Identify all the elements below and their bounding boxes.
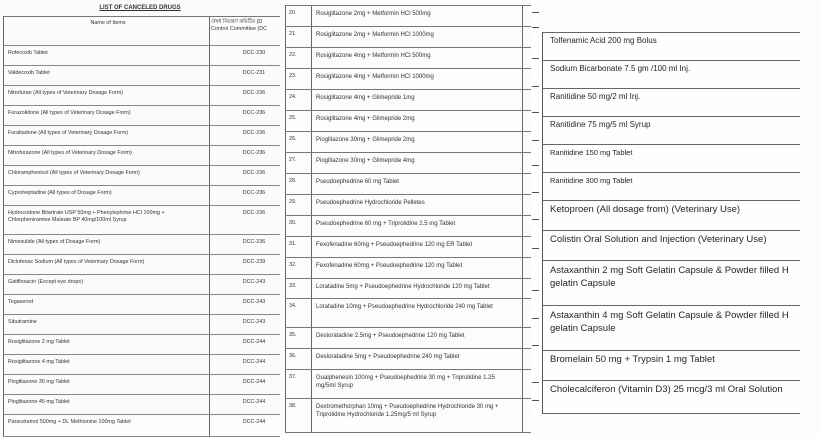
table-header-row — [3, 17, 280, 46]
item-name: Ranitidine 75 mg/5 ml Syrup — [550, 120, 651, 129]
document-page-2 — [280, 0, 532, 420]
table-row — [285, 370, 531, 399]
item-name: Rosiglitazone 4mg + Glimepride 1mg — [316, 95, 415, 101]
row-number: 37. — [289, 374, 297, 380]
dcc-code: DCC-236 — [242, 110, 266, 116]
dcc-code: DCC-244 — [242, 419, 266, 425]
row-number: 38. — [289, 403, 297, 409]
dcc-code: DCC-230 — [242, 50, 266, 56]
table-row — [542, 89, 800, 117]
margin-tick — [532, 86, 539, 87]
item-name: Loratadine 10mg + Pseudoephedrine Hydrochloride 240 mg Tablet — [316, 304, 493, 310]
table-row — [285, 216, 531, 237]
item-name: Rosiglitazone 4mg + Metformin HCl 1000mg — [316, 74, 434, 80]
item-name: Loratadine 5mg + Pseudoephedrine Hydrochloride 120 mg Tablet — [316, 284, 490, 290]
item-name: Dextromethorphan 10mg + Pseudoephedrine Hydrochloride 30 mg + Triprolidine Hydrochloride 1.25mg/5 ml Syrup — [316, 404, 499, 418]
table-row — [3, 415, 280, 437]
table-row — [3, 146, 280, 166]
table-row — [542, 33, 800, 61]
dcc-code: DCC-236 — [242, 210, 266, 216]
margin-tick — [532, 165, 539, 166]
table-row — [285, 299, 531, 328]
table-row — [285, 6, 531, 27]
item-name: Rofecoxib Tablet — [8, 50, 48, 56]
margin-tick — [532, 192, 539, 193]
item-name: Tegaserod — [8, 299, 34, 305]
item-name: Rosiglitazone 4mg + Glimepride 2mg — [316, 116, 415, 122]
item-name: Gatifloxacin (Except eye drops) — [8, 279, 83, 285]
item-name: Ranitidine 150 mg Tablet — [550, 148, 633, 157]
item-name: Pioglitazone 30mg + Glimepride 4mg — [316, 158, 415, 164]
item-name: Rosiglitazone 2mg + Metformin HCl 1000mg — [316, 32, 434, 38]
item-name: Pseudoephedrine 60 mg + Triprolidine 2.5 mg Tablet — [316, 221, 456, 227]
item-name: Fexofenadine 60mg + Pseudoephedrine 120 mg Tablet — [316, 263, 463, 269]
item-name: Colistin Oral Solution and Injection (Veterinary Use) — [550, 234, 767, 245]
dcc-code: DCC-236 — [242, 150, 266, 156]
item-name: Pioglitazone 45 mg Tablet — [8, 399, 70, 405]
table-row — [3, 315, 280, 335]
table-row — [285, 195, 531, 216]
table-row — [285, 90, 531, 111]
margin-tick — [532, 248, 539, 249]
dcc-code: DCC-243 — [242, 299, 266, 305]
table-row — [3, 295, 280, 315]
item-name: Furazolidone (All types of Veterinary Dosage Form) — [8, 110, 131, 116]
margin-tick — [532, 400, 539, 401]
dcc-code: DCC-243 — [242, 279, 266, 285]
item-name: Cholecalciferon (Vitamin D3) 25 mcg/3 ml Oral Solution — [550, 384, 783, 395]
row-number: 32. — [289, 262, 297, 268]
table-row — [285, 69, 531, 90]
margin-tick — [532, 140, 539, 141]
item-name: Paracetamol 500mg + DL Methionine 100mg Tablet — [8, 419, 131, 425]
table-row — [3, 66, 280, 86]
row-number: 24. — [289, 94, 297, 100]
row-number: 29. — [289, 199, 297, 205]
table-row — [285, 48, 531, 69]
dcc-code: DCC-244 — [242, 339, 266, 345]
row-number: 36. — [289, 353, 297, 359]
table-row — [542, 306, 800, 351]
dcc-code: DCC-236 — [242, 190, 266, 196]
table-row — [542, 261, 800, 306]
item-name: Cyproheptadine (All types of Dosage Form) — [8, 190, 112, 196]
table-row — [285, 174, 531, 195]
margin-tick — [532, 219, 539, 220]
header-english-text: Control Committee (DC — [211, 26, 268, 32]
item-name: Sibutramine — [8, 319, 37, 325]
item-name: Nitrofuran (All types of Veterinary Dosage Form) — [8, 90, 124, 96]
row-number: 28. — [289, 178, 297, 184]
table-row — [285, 132, 531, 153]
item-name: Bromelain 50 mg + Trypsin 1 mg Tablet — [550, 354, 715, 365]
margin-tick — [532, 112, 539, 113]
dcc-code: DCC-231 — [242, 70, 266, 76]
canceled-drugs-table-3 — [542, 32, 800, 414]
table-row — [3, 395, 280, 415]
dcc-code: DCC-243 — [242, 319, 266, 325]
row-number: 34. — [289, 303, 297, 309]
row-number: 35. — [289, 332, 297, 338]
margin-tick — [532, 27, 539, 28]
table-row — [542, 351, 800, 381]
margin-tick — [532, 12, 539, 13]
row-number: 33. — [289, 283, 297, 289]
document-page-3 — [532, 0, 800, 420]
row-number: 23. — [289, 73, 297, 79]
margin-tick — [532, 58, 539, 59]
table-row — [3, 375, 280, 395]
item-name: Ranitidine 300 mg Tablet — [550, 176, 633, 185]
table-row — [3, 106, 280, 126]
item-name: Rosiglitazone 2mg + Metformin HCl 500mg — [316, 11, 431, 17]
row-number: 20. — [289, 10, 297, 16]
table-row — [285, 349, 531, 370]
table-row — [285, 27, 531, 48]
canceled-drugs-table-1 — [3, 16, 280, 437]
dcc-code: DCC-244 — [242, 399, 266, 405]
canceled-drugs-table-2 — [285, 5, 531, 433]
row-number: 22. — [289, 52, 297, 58]
row-number: 26. — [289, 136, 297, 142]
item-name: Hydrocodone Bitartrate USP 50mg + Phenylephrine HCl 100mg + Chlorpheniramine Maleate BP 40mg/100ml Syrup — [8, 210, 165, 223]
dcc-code: DCC-236 — [242, 239, 266, 245]
table-row — [285, 237, 531, 258]
row-number: 27. — [289, 157, 297, 163]
item-name: Nitrofurazone (All types of Veterinary Dosage Form) — [8, 150, 132, 156]
dcc-code: DCC-239 — [242, 259, 266, 265]
dcc-code: DCC-236 — [242, 90, 266, 96]
table-row — [542, 231, 800, 261]
dcc-code: DCC-244 — [242, 359, 266, 365]
table-row — [285, 153, 531, 174]
dcc-code: DCC-244 — [242, 379, 266, 385]
item-name: Nimesulide (All types of Dosage Form) — [8, 239, 101, 245]
table-row — [285, 258, 531, 279]
document-title: LIST OF CANCELED DRUGS — [99, 5, 181, 11]
item-name: Rosiglitazone 4 mg Tablet — [8, 359, 70, 365]
table-row — [3, 335, 280, 355]
table-row — [3, 255, 280, 275]
table-row — [3, 275, 280, 295]
item-name: Rosiglitazone 2 mg Tablet — [8, 339, 70, 345]
table-row — [3, 235, 280, 255]
item-name: Chloramphenicol (All types of Veterinary Dosage Form) — [8, 170, 140, 176]
document-page-1 — [0, 0, 280, 425]
item-name: Ranitidine 50 mg/2 ml Inj. — [550, 92, 641, 101]
table-row — [542, 381, 800, 414]
item-name: Pseudoephedrine Hydrochloride Pelletes — [316, 200, 425, 206]
item-name: Fexofenadine 60mg + Pseudoephedrine 120 mg ER Tablet — [316, 242, 473, 248]
item-name: Desloratadine 5mg + Pseudoephedrine 240 mg Tablet — [316, 354, 460, 360]
table-row — [3, 166, 280, 186]
margin-tick — [532, 382, 539, 383]
margin-tick — [532, 318, 539, 319]
table-row — [3, 126, 280, 146]
table-row — [285, 111, 531, 132]
table-row — [285, 328, 531, 349]
table-row — [285, 399, 531, 433]
table-row — [3, 355, 280, 375]
header-control-committee — [211, 19, 286, 33]
row-number: 31. — [289, 241, 297, 247]
table-row — [3, 206, 280, 235]
margin-tick — [532, 345, 539, 346]
table-row — [542, 173, 800, 201]
row-number: 30. — [289, 220, 297, 226]
dcc-code: DCC-236 — [242, 170, 266, 176]
item-name: Furaltadone (All types of Veterinary Dosage Form) — [8, 130, 129, 136]
table-row — [285, 279, 531, 299]
header-name-of-items: Name of Items — [90, 20, 126, 26]
row-number: 21. — [289, 31, 297, 37]
table-row — [3, 46, 280, 66]
table-row — [542, 201, 800, 231]
row-number: 25. — [289, 115, 297, 121]
table-row — [542, 145, 800, 173]
dcc-code: DCC-236 — [242, 130, 266, 136]
table-row — [3, 186, 280, 206]
item-name: Pseudoephedrine 60 mg Tablet — [316, 179, 399, 185]
item-name: Guaiphenesin 100mg + Pseudoephedrine 30 mg + Triprolidine 1.25 mg/5ml Syrup — [316, 375, 495, 389]
item-name: Diclofenac Sodium (All types of Veterinary Dosage Form) — [8, 259, 145, 265]
table-row — [542, 117, 800, 145]
item-name: Astaxanthin 4 mg Soft Gelatin Capsule & Powder filled H gelatin Capsule — [550, 310, 789, 334]
item-name: Rosiglitazone 4mg + Metformin HCl 500mg — [316, 53, 431, 59]
item-name: Pioglitazone 30 mg Tablet — [8, 379, 70, 385]
header-bengali-text: ঔষধ নিয়ন্ত্রণ কমিটির (D — [211, 19, 263, 25]
table-row — [542, 61, 800, 89]
item-name: Astaxanthin 2 mg Soft Gelatin Capsule & Powder filled H gelatin Capsule — [550, 265, 789, 289]
item-name: Desloratadine 2.5mg + Pseudoephedrine 120 mg Tablet — [316, 333, 465, 339]
margin-tick — [532, 290, 539, 291]
item-name: Valdecoxib Tablet — [8, 70, 50, 76]
item-name: Pioglitazone 30mg + Glimepride 2mg — [316, 137, 415, 143]
item-name: Sodium Bicarbonate 7.5 gm /100 ml Inj. — [550, 64, 691, 73]
item-name: Tolfenamic Acid 200 mg Bolus — [550, 36, 657, 45]
table-row — [3, 86, 280, 106]
item-name: Ketoproen (All dosage from) (Veterinary Use) — [550, 204, 741, 215]
